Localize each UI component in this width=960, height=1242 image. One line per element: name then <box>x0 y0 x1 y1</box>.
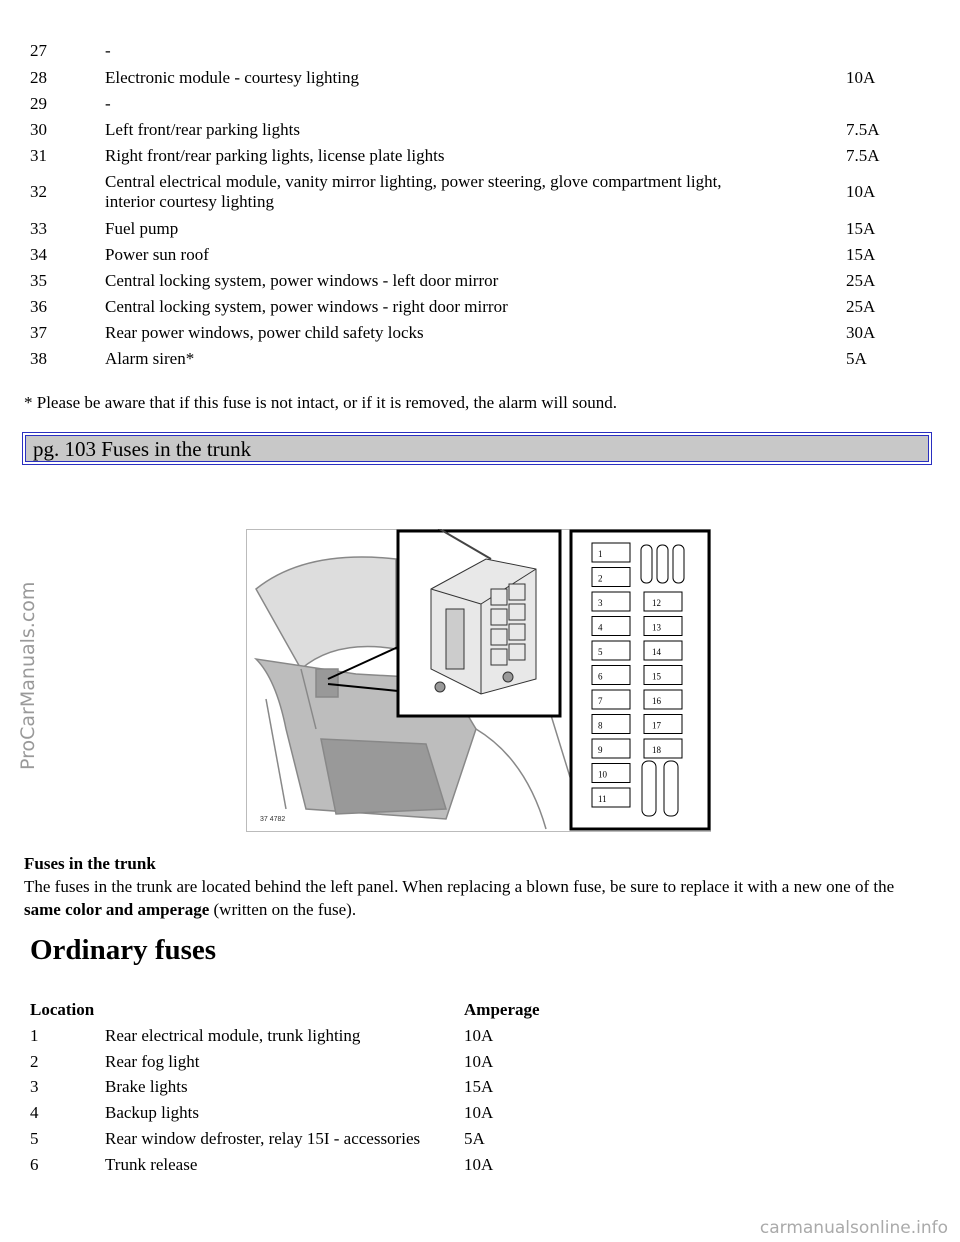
fuse-slot <box>644 690 682 709</box>
fuse-slot <box>644 666 682 685</box>
fuse-description: Left front/rear parking lights <box>105 120 300 139</box>
col-location: Location <box>30 1000 95 1019</box>
fuse-location: 4 <box>30 1103 39 1122</box>
fuse-slot-label: 7 <box>598 696 603 706</box>
fuse-location: 2 <box>30 1052 39 1071</box>
fuse-slot-label: 18 <box>652 745 661 755</box>
fuse-slot-label: 1 <box>598 549 603 559</box>
fuse-slot <box>644 592 682 611</box>
watermark-left: ProCarManuals.com <box>17 581 39 770</box>
fuse-slot-label: 13 <box>652 622 661 633</box>
relay-slot <box>657 545 668 583</box>
fuse-slot-label: 17 <box>652 720 661 731</box>
fuse-slot-label: 3 <box>598 598 603 608</box>
fuse-description: Rear fog light <box>105 1052 200 1071</box>
fuse-slot-label: 10 <box>598 769 607 780</box>
fuse-location: 31 <box>30 146 47 165</box>
fuse-location: 38 <box>30 349 47 368</box>
fuse-slot <box>644 715 682 734</box>
fuse-description: Central locking system, power windows - left door mirror <box>105 271 499 290</box>
fuse-description: - <box>105 94 111 113</box>
relay-slot <box>642 761 656 816</box>
fuse-amperage: 15A <box>846 219 876 238</box>
fuse-location: 5 <box>30 1129 39 1148</box>
fuse-description: Brake lights <box>105 1077 188 1096</box>
fuse-diagram <box>246 529 711 832</box>
section-header <box>22 432 932 465</box>
fuse-location: 32 <box>30 182 47 201</box>
fuse-slot-label: 11 <box>598 794 607 804</box>
caption-text: (written on the fuse). <box>209 900 357 919</box>
caption-text: The fuses in the trunk are located behind the left panel. When replacing a blown fuse, be sure to replace it with a new one of the <box>24 877 895 896</box>
figure-code: 37 4782 <box>260 816 286 823</box>
fuse-slot-label: 16 <box>652 696 661 706</box>
fuse-location: 3 <box>30 1077 39 1096</box>
fuse-location: 36 <box>30 297 47 316</box>
fuse-description: Backup lights <box>105 1103 199 1122</box>
relay-slot <box>664 761 678 816</box>
fuse-amperage: 5A <box>464 1129 485 1148</box>
fuse-slot-label: 12 <box>652 598 661 608</box>
ordinary-fuses-heading: Ordinary fuses <box>30 934 217 966</box>
fuse-location: 33 <box>30 219 47 238</box>
fuse-slot-label: 8 <box>598 720 603 731</box>
fuse-slot-label: 5 <box>598 647 603 657</box>
col-amperage: Amperage <box>464 1000 540 1019</box>
fuse-location: 6 <box>30 1155 39 1174</box>
fuse-description: Rear window defroster, relay 15I - accessories <box>105 1129 421 1148</box>
fuse-amperage: 15A <box>464 1077 494 1096</box>
fuse-amperage: 25A <box>846 297 876 316</box>
fuse-amperage: 10A <box>464 1155 494 1174</box>
caption-title: Fuses in the trunk <box>24 854 156 873</box>
fuse-amperage: 7.5A <box>846 120 880 139</box>
fuse-location: 28 <box>30 68 47 87</box>
fuse-amperage: 10A <box>464 1026 494 1045</box>
fuse-slot-label: 15 <box>652 671 661 682</box>
fuse-slot-label: 14 <box>652 647 661 657</box>
fuse-location: 34 <box>30 245 47 264</box>
fuse-description: - <box>105 41 111 60</box>
fuse-slot-label: 9 <box>598 745 603 755</box>
fuse-description <box>105 172 722 212</box>
trunk-fuse-illustration <box>246 529 711 832</box>
footnote: * Please be aware that if this fuse is not intact, or if it is removed, the alarm will sound. <box>24 393 617 412</box>
fuse-amperage: 5A <box>846 349 867 368</box>
fuse-description: Power sun roof <box>105 245 209 264</box>
fuse-description: Trunk release <box>105 1155 198 1174</box>
fuse-description-line: interior courtesy lighting <box>105 192 275 211</box>
fuse-location: 1 <box>30 1026 39 1045</box>
caption-body <box>24 875 934 921</box>
fuse-slot <box>644 617 682 636</box>
relay-slot <box>641 545 652 583</box>
fuse-amperage: 7.5A <box>846 146 880 165</box>
caption-emphasis: same color and amperage <box>24 900 210 919</box>
fuse-description: Fuel pump <box>105 219 179 238</box>
fuse-slot-label: 2 <box>598 573 603 584</box>
fuse-slot <box>644 641 682 660</box>
fuse-amperage: 10A <box>464 1052 494 1071</box>
fuse-amperage: 10A <box>846 68 876 87</box>
fuse-location: 30 <box>30 120 47 139</box>
watermark-bottom: carmanualsonline.info <box>759 1218 948 1238</box>
fuse-slot-label: 4 <box>598 622 603 633</box>
fuse-amperage: 10A <box>464 1103 494 1122</box>
fuse-location: 35 <box>30 271 47 290</box>
fuse-amperage: 25A <box>846 271 876 290</box>
fuse-amperage: 15A <box>846 245 876 264</box>
fuse-slot <box>644 739 682 758</box>
fuse-description: Right front/rear parking lights, license plate lights <box>105 146 445 165</box>
section-title: pg. 103 Fuses in the trunk <box>33 437 252 461</box>
relay-slot <box>673 545 684 583</box>
fuse-description: Rear electrical module, trunk lighting <box>105 1026 361 1045</box>
fuse-description: Alarm siren* <box>105 349 195 368</box>
fuse-description: Central locking system, power windows - right door mirror <box>105 297 508 316</box>
fuse-amperage: 30A <box>846 323 876 342</box>
fuse-description: Electronic module - courtesy lighting <box>105 68 359 87</box>
fuse-location: 29 <box>30 94 47 113</box>
fuse-location: 37 <box>30 323 47 342</box>
fuse-description-line: Central electrical module, vanity mirror lighting, power steering, glove compartment light, <box>105 172 722 191</box>
fuse-location: 27 <box>30 41 47 60</box>
fuse-description: Rear power windows, power child safety locks <box>105 323 424 342</box>
fuse-amperage: 10A <box>846 182 876 201</box>
fuse-slot-label: 6 <box>598 671 603 682</box>
